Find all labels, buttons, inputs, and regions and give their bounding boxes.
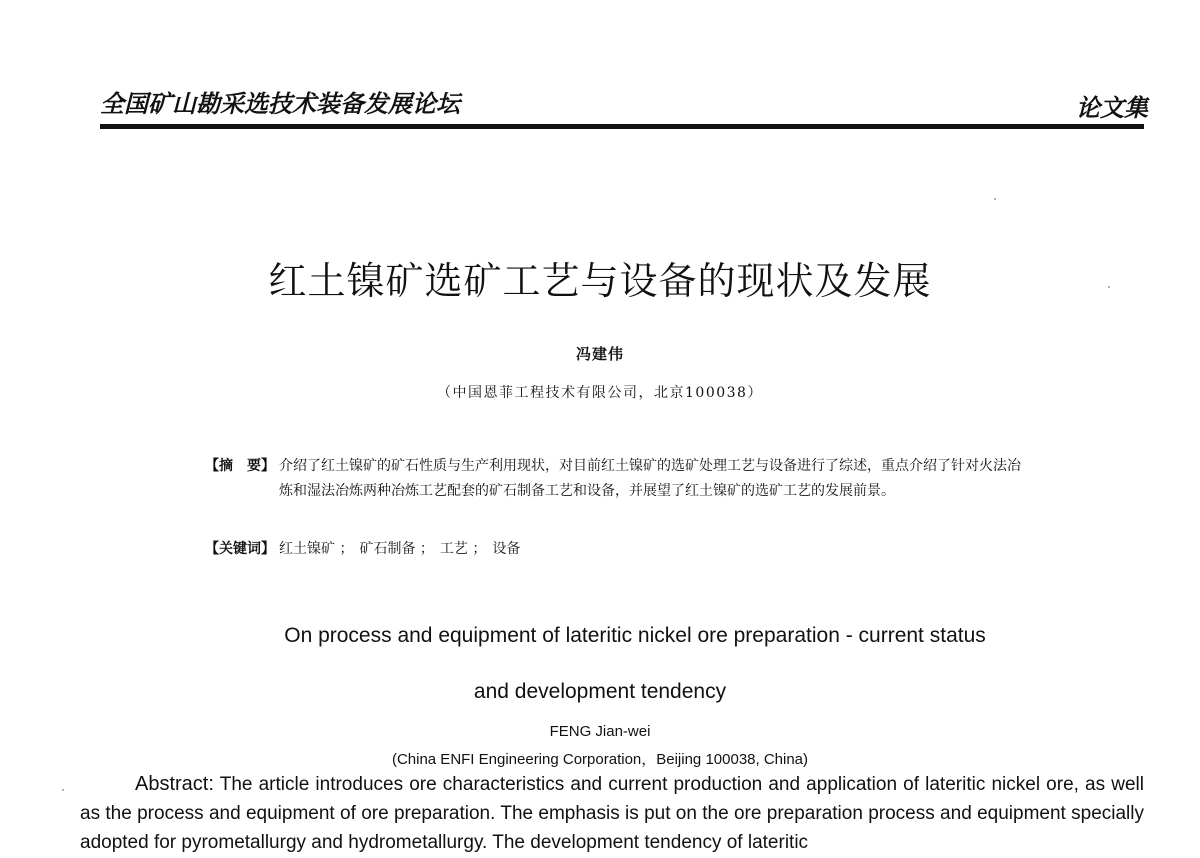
keyword: 矿石制备 ； (359, 541, 434, 557)
abstract-text: 介绍了红土镍矿的矿石性质与生产利用现状，对目前红土镍矿的选矿处理工艺与设备进行了综述，重点介绍了针对火法冶炼和湿法冶炼两种冶炼工艺配套的矿石制备工艺和设备，并展望了红土镍矿的选矿工艺的发展前景。 (279, 458, 1021, 499)
abstract-chinese (205, 454, 1035, 504)
scan-speck (994, 198, 996, 200)
english-title-line-2: and development tendency (473, 680, 727, 703)
running-header-title: 全国矿山勘采选技术装备发展论坛 (100, 90, 460, 118)
english-abstract-text: The article introduces ore characteristics and current production and application of lateritic nickel ore, as well as the process and equipment of ore preparation. The emphasis is put on the ore preparation process and equipment specially adopted for pyrometallurgy and hydrometallurgy. The development tendency of lateritic (80, 774, 1144, 853)
english-abstract-label: Abstract: (135, 773, 214, 795)
english-title-line-1: On process and equipment of lateritic nickel ore preparation - current status (284, 624, 986, 647)
keyword: 设备 (492, 541, 521, 557)
abstract-label: 【摘 要】 (205, 458, 275, 474)
keywords-label: 【关键词】 (205, 541, 275, 557)
english-author-name: FENG Jian-wei (549, 723, 651, 740)
keyword: 工艺 ； (439, 541, 487, 557)
author-name: 冯建伟 (575, 345, 624, 363)
paper-title: 红土镍矿选矿工艺与设备的现状及发展 (268, 259, 932, 303)
english-affiliation: (China ENFI Engineering Corporation，Beijing 100038, China) (391, 751, 809, 768)
author-affiliation: （中国恩菲工程技术有限公司，北京100038） (437, 385, 763, 401)
header-divider (100, 124, 1144, 129)
keyword: 红土镍矿 ； (279, 541, 354, 557)
abstract-english (80, 770, 1144, 857)
scan-speck (62, 789, 64, 791)
running-header-collection: 论文集 (1076, 94, 1148, 122)
keywords-chinese (205, 538, 526, 558)
